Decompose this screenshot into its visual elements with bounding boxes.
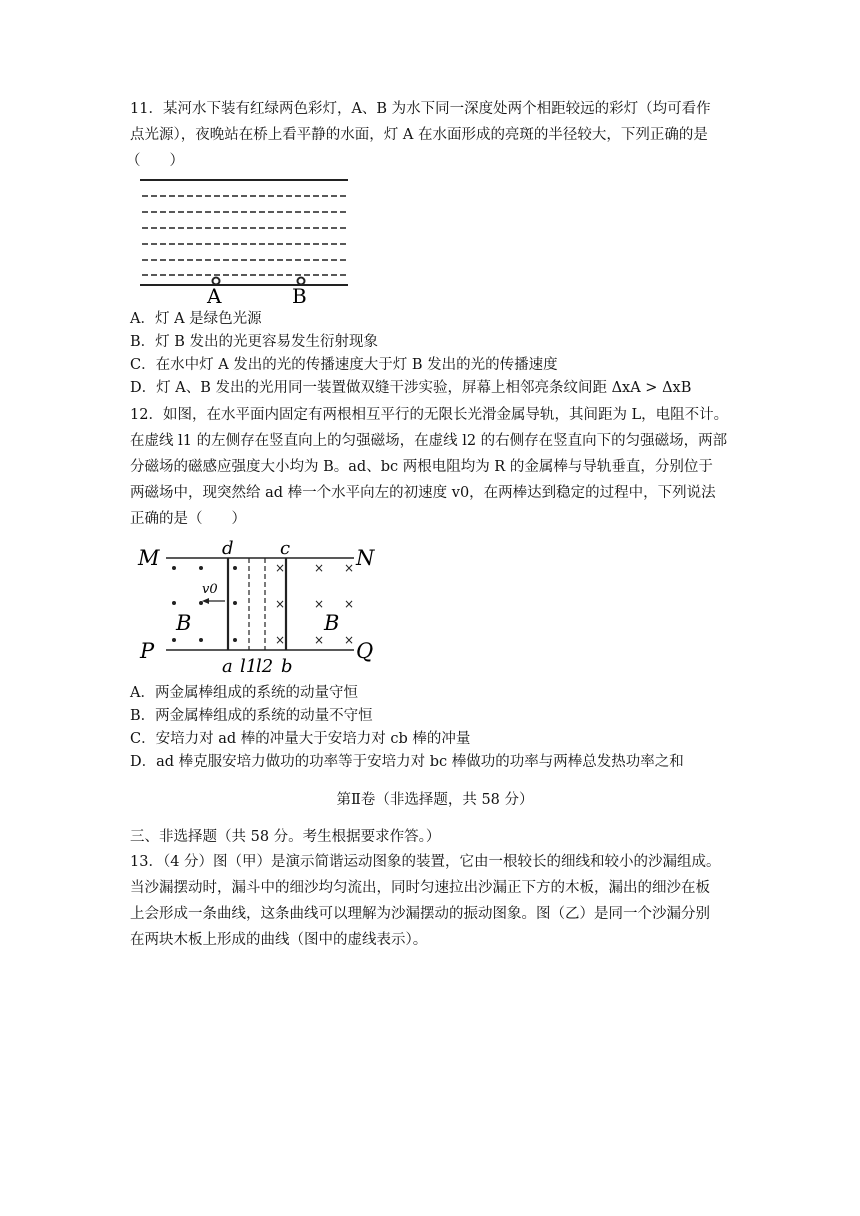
q13-text-line-2: 当沙漏摆动时，漏斗中的细沙均匀流出，同时匀速拉出沙漏正下方的木板，漏出的细沙在板 <box>130 880 710 896</box>
q12-option-b: B．两金属棒组成的系统的动量不守恒 <box>130 708 373 724</box>
svg-text:×: × <box>344 633 355 647</box>
label-q: Q <box>356 639 374 663</box>
lamp-a-label: A <box>207 284 222 304</box>
svg-text:×: × <box>275 633 286 647</box>
q11-text-line-2: 点光源），夜晚站在桥上看平静的水面，灯 A 在水面形成的亮斑的半径较大，下列正确的是 <box>130 127 708 143</box>
svg-text:×: × <box>275 597 286 611</box>
q12-text-line-3: 分磁场的磁感应强度大小均为 B。ad、bc 两根电阻均为 R 的金属棒与导轨垂直，分别位于 <box>130 459 713 475</box>
q11-water-figure <box>138 176 368 304</box>
label-d: d <box>222 538 234 559</box>
label-b-left: B <box>176 611 192 635</box>
svg-text:×: × <box>314 561 325 575</box>
svg-text:×: × <box>344 597 355 611</box>
svg-text:×: × <box>314 633 325 647</box>
question-11 <box>126 96 740 400</box>
label-l2: l2 <box>256 656 274 677</box>
label-p: P <box>140 639 155 663</box>
q11-option-d: D．灯 A、B 发出的光用同一装置做双缝干涉实验，屏幕上相邻亮条纹间距 ΔxA > ΔxB <box>130 380 692 396</box>
label-c: c <box>280 538 291 559</box>
q13-text-line-3: 上会形成一条曲线，这条曲线可以理解为沙漏摆动的振动图象。图（乙）是同一个沙漏分别 <box>130 906 710 922</box>
label-m: M <box>138 546 160 570</box>
q12-text-line-2: 在虚线 l1 的左侧存在竖直向上的匀强磁场，在虚线 l2 的右侧存在竖直向下的匀强磁场，两部 <box>130 433 728 449</box>
q11-text-line-1: 11．某河水下装有红绿两色彩灯，A、B 为水下同一深度处两个相距较远的彩灯（均可看作 <box>130 101 711 117</box>
svg-text:×: × <box>344 561 355 575</box>
q12-text-line-4: 两磁场中，现突然给 ad 棒一个水平向左的初速度 v0，在两棒达到稳定的过程中，下列说法 <box>130 485 716 501</box>
lamp-b-label: B <box>292 284 307 304</box>
question-12 <box>130 402 740 774</box>
svg-text:×: × <box>314 597 325 611</box>
label-b: b <box>281 656 293 677</box>
q11-option-c: C．在水中灯 A 发出的光的传播速度大于灯 B 发出的光的传播速度 <box>130 357 558 373</box>
q13-text-line-1: 13．（4 分）图（甲）是演示简谐运动图象的装置，它由一根较长的细线和较小的沙漏组成。 <box>130 854 721 870</box>
label-n: N <box>356 546 375 570</box>
label-l1: l1 <box>240 656 258 677</box>
section-2-title: 第Ⅱ卷（非选择题，共 58 分） <box>336 791 534 808</box>
q12-rails-figure <box>136 538 396 678</box>
svg-text:×: × <box>275 561 286 575</box>
q11-option-a: A．灯 A 是绿色光源 <box>130 311 262 327</box>
q12-option-c: C．安培力对 ad 棒的冲量大于安培力对 cb 棒的冲量 <box>130 731 471 747</box>
q12-text-line-1: 12．如图，在水平面内固定有两根相互平行的无限长光滑金属导轨，其间距为 L，电阻不计。 <box>130 407 729 423</box>
question-13 <box>130 849 740 953</box>
v0-arrow-head <box>202 598 209 604</box>
q11-option-b: B．灯 B 发出的光更容易发生衍射现象 <box>130 334 379 350</box>
v0-label: v0 <box>202 582 218 597</box>
q11-text-line-3: （ ） <box>126 153 184 169</box>
section-3-heading: 三、非选择题（共 58 分。考生根据要求作答。） <box>130 829 441 845</box>
q13-text-line-4: 在两块木板上形成的曲线（图中的虚线表示）。 <box>130 932 428 948</box>
q12-text-line-5: 正确的是（ ） <box>130 511 246 527</box>
q12-option-a: A．两金属棒组成的系统的动量守恒 <box>130 685 358 701</box>
label-b-right: B <box>324 611 340 635</box>
q12-option-d: D．ad 棒克服安培力做功的功率等于安培力对 bc 棒做功的功率与两棒总发热功率之和 <box>130 754 684 770</box>
exam-page <box>126 96 740 953</box>
label-a: a <box>222 656 233 677</box>
